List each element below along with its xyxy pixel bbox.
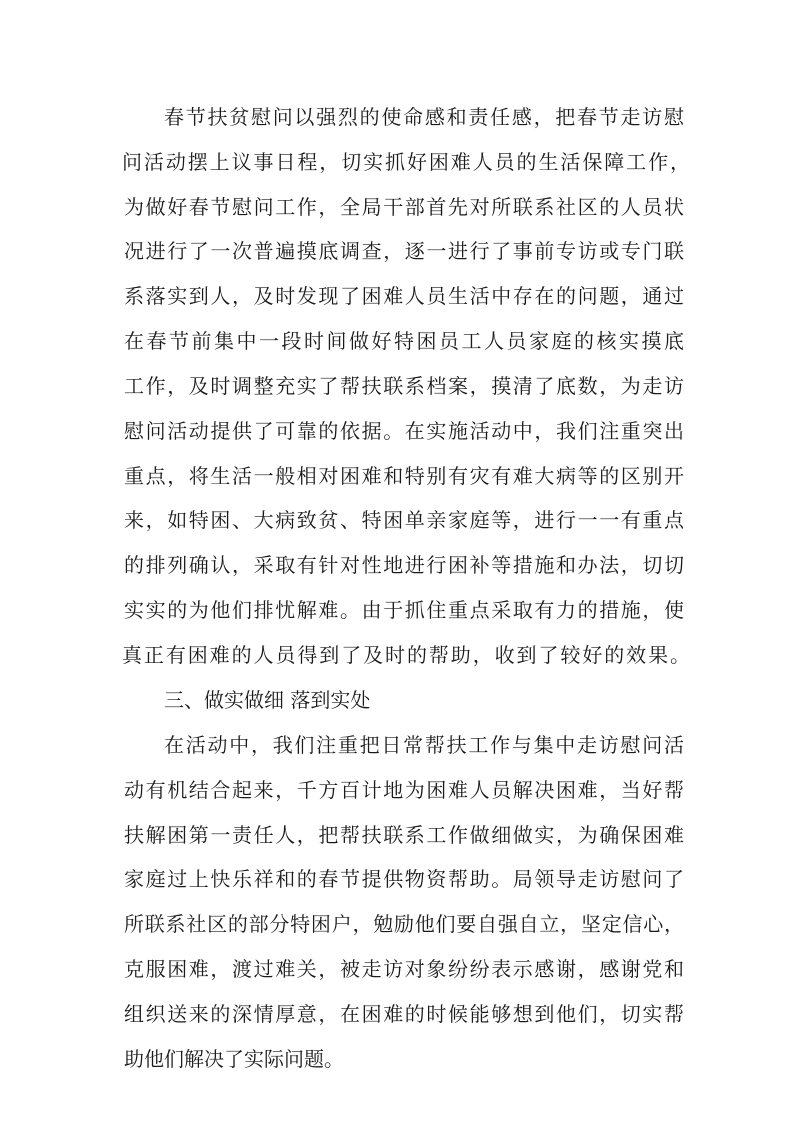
paragraph-1-line-13: 真正有困难的人员得到了及时的帮助，收到了较好的效果。 <box>122 643 690 667</box>
paragraph-1-line-9: 重点，将生活一般相对困难和特别有灾有难大病等的区别开 <box>124 464 684 488</box>
paragraph-1-line-12: 实实的为他们排忧解难。由于抓住重点采取有力的措施，使 <box>124 598 684 622</box>
paragraph-1-line-10: 来，如特困、大病致贫、特困单亲家庭等，进行一一有重点 <box>124 508 684 532</box>
paragraph-1-line-8: 慰问活动提供了可靠的依据。在实施活动中，我们注重突出 <box>124 419 684 443</box>
paragraph-1-line-1: 春节扶贫慰问以强烈的使命感和责任感，把春节走访慰 <box>164 105 684 129</box>
paragraph-2-line-1: 在活动中，我们注重把日常帮扶工作与集中走访慰问活 <box>164 733 684 757</box>
paragraph-2-line-3: 扶解困第一责任人，把帮扶联系工作做细做实，为确保困难 <box>124 823 684 847</box>
paragraph-1-line-4: 况进行了一次普遍摸底调查，逐一进行了事前专访或专门联 <box>124 239 684 263</box>
paragraph-2-line-7: 组织送来的深情厚意，在困难的时候能够想到他们，切实帮 <box>124 1002 684 1026</box>
paragraph-2-line-6: 克服困难，渡过难关，被走访对象纷纷表示感谢，感谢党和 <box>124 957 684 981</box>
paragraph-1-line-2: 问活动摆上议事日程，切实抓好困难人员的生活保障工作， <box>122 150 690 174</box>
paragraph-2-line-5: 所联系社区的部分特困户，勉励他们要自强自立，坚定信心， <box>124 912 684 936</box>
section-heading: 三、做实做细 落到实处 <box>164 688 371 712</box>
paragraph-2-line-4: 家庭过上快乐祥和的春节提供物资帮助。局领导走访慰问了 <box>124 867 684 891</box>
paragraph-1-line-6: 在春节前集中一段时间做好特困员工人员家庭的核实摸底 <box>124 329 684 353</box>
paragraph-1-line-11: 的排列确认，采取有针对性地进行困补等措施和办法，切切 <box>124 553 684 577</box>
paragraph-1-line-7: 工作，及时调整充实了帮扶联系档案，摸清了底数，为走访 <box>124 374 684 398</box>
paragraph-2-line-2: 动有机结合起来，千方百计地为困难人员解决困难，当好帮 <box>124 778 684 802</box>
paragraph-1-line-5: 系落实到人，及时发现了困难人员生活中存在的问题，通过 <box>124 284 684 308</box>
paragraph-1-line-3: 为做好春节慰问工作，全局干部首先对所联系社区的人员状 <box>124 195 684 219</box>
paragraph-2-line-8: 助他们解决了实际问题。 <box>124 1047 344 1071</box>
